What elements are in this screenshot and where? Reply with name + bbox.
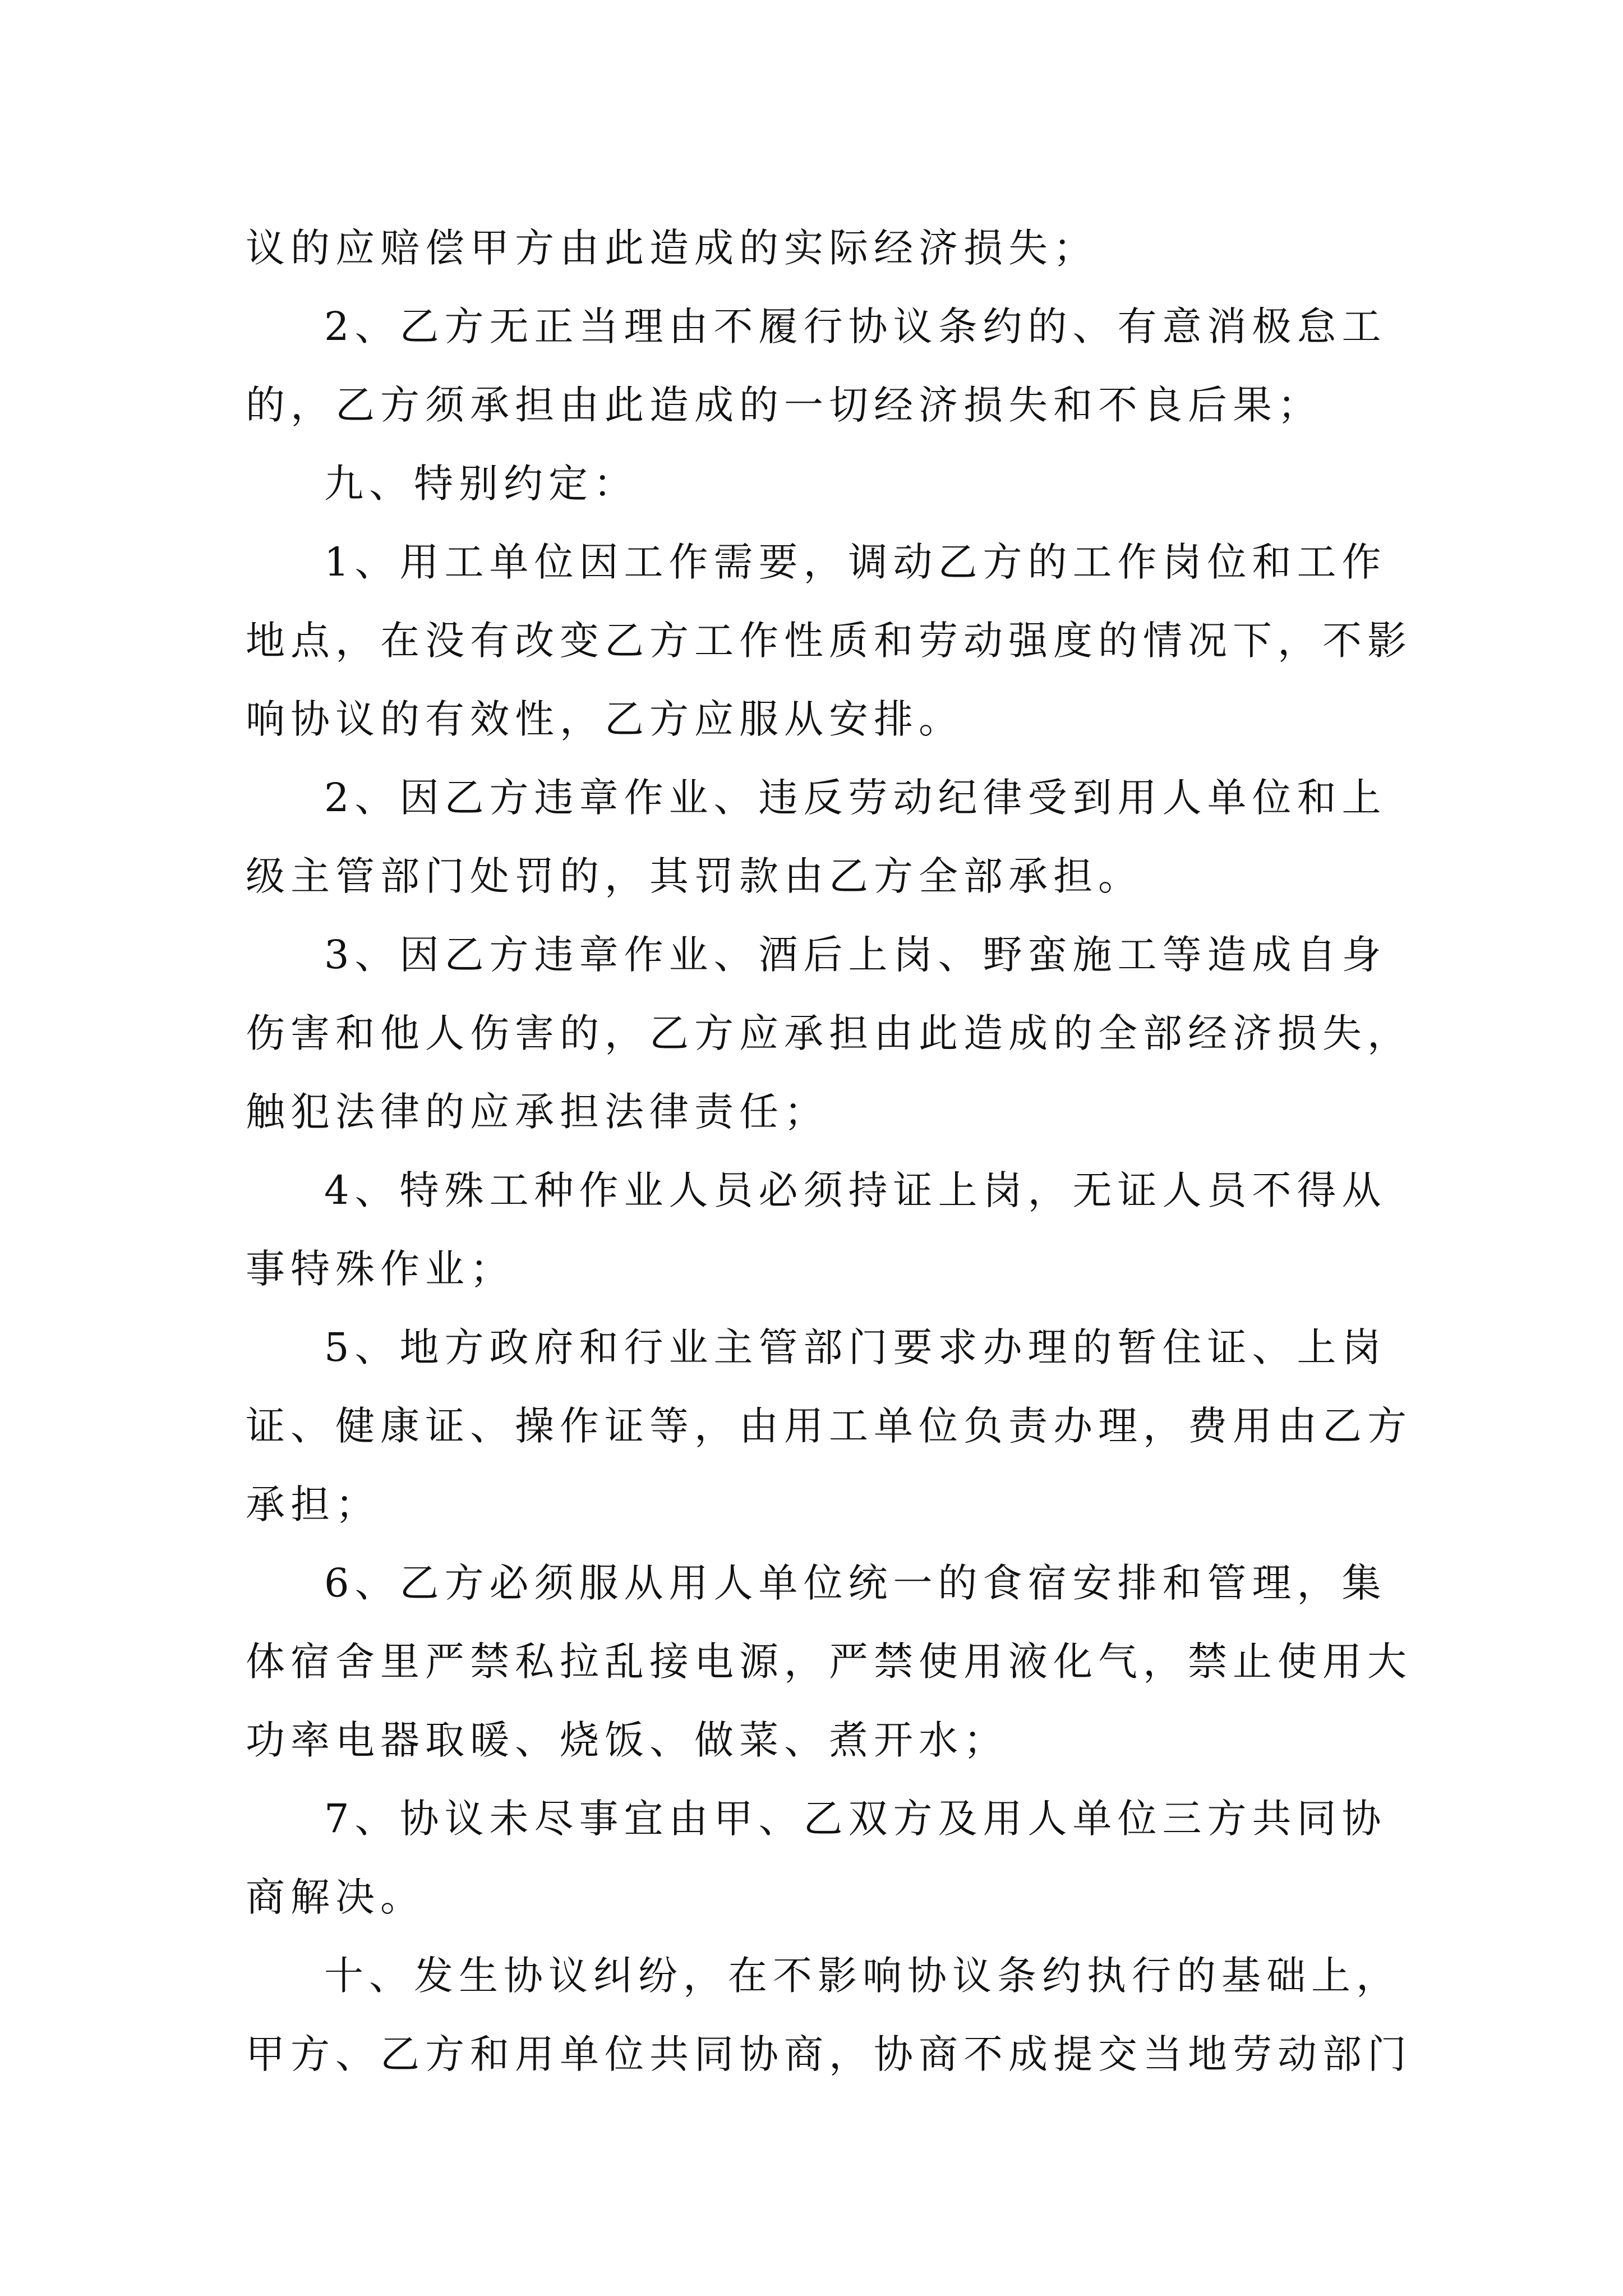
paragraph-line: 1、用工单位因工作需要，调动乙方的工作岗位和工作: [324, 539, 1387, 585]
paragraph-line: 地点，在没有改变乙方工作性质和劳动强度的情况下，不影: [246, 618, 1412, 664]
paragraph-line: 伤害和他人伤害的，乙方应承担由此造成的全部经济损失，: [246, 1010, 1412, 1056]
paragraph-line: 商解决。: [246, 1874, 425, 1920]
paragraph-line: 议的应赔偿甲方由此造成的实际经济损失；: [246, 225, 1098, 271]
paragraph-line: 5、地方政府和行业主管部门要求办理的暂住证、上岗: [324, 1324, 1387, 1370]
paragraph-line: 2、乙方无正当理由不履行协议条约的、有意消极怠工: [324, 303, 1387, 349]
paragraph-line: 6、乙方必须服从用人单位统一的食宿安排和管理，集: [324, 1560, 1387, 1606]
paragraph-line: 甲方、乙方和用单位共同协商，协商不成提交当地劳动部门: [246, 2031, 1412, 2077]
paragraph-line: 承担；: [246, 1481, 380, 1527]
paragraph-line: 3、因乙方违章作业、酒后上岗、野蛮施工等造成自身: [324, 932, 1387, 978]
paragraph-line: 事特殊作业；: [246, 1246, 515, 1292]
paragraph-line: 级主管部门处罚的，其罚款由乙方全部承担。: [246, 853, 1143, 899]
section-heading: 十、发生协议纠纷，在不影响协议条约执行的基础上，: [324, 1953, 1401, 1999]
paragraph-line: 4、特殊工种作业人员必须持证上岗，无证人员不得从: [324, 1167, 1387, 1213]
paragraph-line: 证、健康证、操作证等，由用工单位负责办理，费用由乙方: [246, 1403, 1412, 1449]
paragraph-line: 触犯法律的应承担法律责任；: [246, 1089, 829, 1135]
paragraph-line: 7、协议未尽事宜由甲、乙双方及用人单位三方共同协: [324, 1796, 1387, 1842]
paragraph-line: 功率电器取暖、烧饭、做菜、煮开水；: [246, 1717, 1008, 1763]
paragraph-line: 体宿舍里严禁私拉乱接电源，严禁使用液化气，禁止使用大: [246, 1639, 1412, 1685]
section-heading: 九、特别约定：: [324, 461, 638, 507]
paragraph-line: 的，乙方须承担由此造成的一切经济损失和不良后果；: [246, 382, 1322, 428]
paragraph-line: 2、因乙方违章作业、违反劳动纪律受到用人单位和上: [324, 775, 1387, 821]
paragraph-line: 响协议的有效性，乙方应服从安排。: [246, 696, 963, 742]
